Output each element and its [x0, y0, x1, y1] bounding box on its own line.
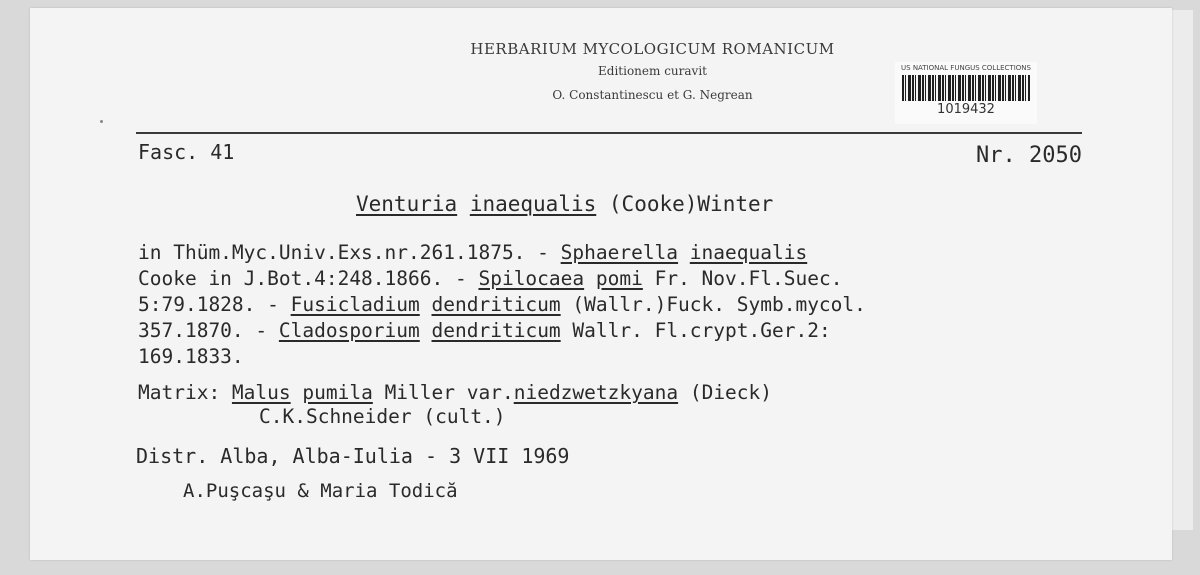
species-name	[356, 192, 773, 216]
specimen-number: Nr. 2050	[976, 143, 1082, 168]
species-genus: Venturia	[356, 192, 458, 216]
host-genus: Malus	[231, 381, 291, 404]
editors-names: O. Constantinescu et G. Negrean	[552, 88, 753, 102]
barcode-collection: US NATIONAL FUNGUS COLLECTIONS	[901, 64, 1031, 72]
synonymy-line: 169.1833.	[138, 345, 244, 368]
matrix-block	[138, 381, 772, 429]
barcode-sticker	[895, 62, 1037, 124]
synonym-epithet: dendriticum	[431, 293, 561, 316]
synonymy-text: (Wallr.)Fuck. Symb.mycol.	[560, 293, 866, 316]
synonymy-text: Fr. Nov.Fl.Suec.	[642, 267, 843, 290]
host-epithet: pumila	[302, 381, 373, 404]
barcode-number: 1019432	[937, 102, 995, 117]
collectors: A.Puşcaşu & Maria Todică	[183, 480, 458, 502]
synonym-epithet: pomi	[595, 267, 643, 290]
synonym-genus: Fusicladium	[290, 293, 420, 316]
editor-caption: Editionem curavit	[598, 64, 707, 78]
paper-speck	[100, 120, 103, 123]
synonymy-text: 357.1870. -	[138, 319, 279, 342]
synonym-epithet: dendriticum	[431, 319, 561, 342]
synonymy-line	[138, 318, 866, 344]
synonym-genus: Spilocaea	[478, 267, 585, 290]
fascicle-number: Fasc. 41	[138, 140, 235, 164]
synonymy-text: Wallr. Fl.crypt.Ger.2:	[560, 319, 831, 342]
locality-date: Distr. Alba, Alba-Iulia - 3 VII 1969	[136, 444, 570, 468]
label-header	[400, 40, 905, 102]
matrix-label: Matrix:	[138, 381, 232, 404]
synonymy-line	[138, 240, 866, 266]
matrix-line: C.K.Schneider (cult.)	[259, 405, 506, 428]
synonymy-line	[138, 266, 866, 292]
synonymy-text: Cooke in J.Bot.4:248.1866. -	[138, 267, 479, 290]
matrix-line	[138, 381, 772, 405]
synonym-epithet: inaequalis	[689, 241, 808, 264]
synonymy-block	[138, 240, 866, 370]
synonymy-text: 5:79.1828. -	[138, 293, 291, 316]
barcode-bars	[902, 75, 1030, 101]
matrix-text: Miller var.	[372, 381, 514, 404]
species-authority: (Cooke)Winter	[608, 192, 774, 216]
species-epithet: inaequalis	[469, 192, 597, 216]
matrix-text: (Dieck)	[678, 381, 773, 404]
synonym-genus: Cladosporium	[278, 319, 420, 342]
host-variety: niedzwetzkyana	[513, 381, 679, 404]
header-rule	[136, 132, 1082, 134]
synonymy-text: in Thüm.Myc.Univ.Exs.nr.261.1875. -	[138, 241, 561, 264]
herbarium-title: HERBARIUM MYCOLOGICUM ROMANICUM	[470, 40, 835, 58]
synonym-genus: Sphaerella	[560, 241, 679, 264]
synonymy-line	[138, 292, 866, 318]
